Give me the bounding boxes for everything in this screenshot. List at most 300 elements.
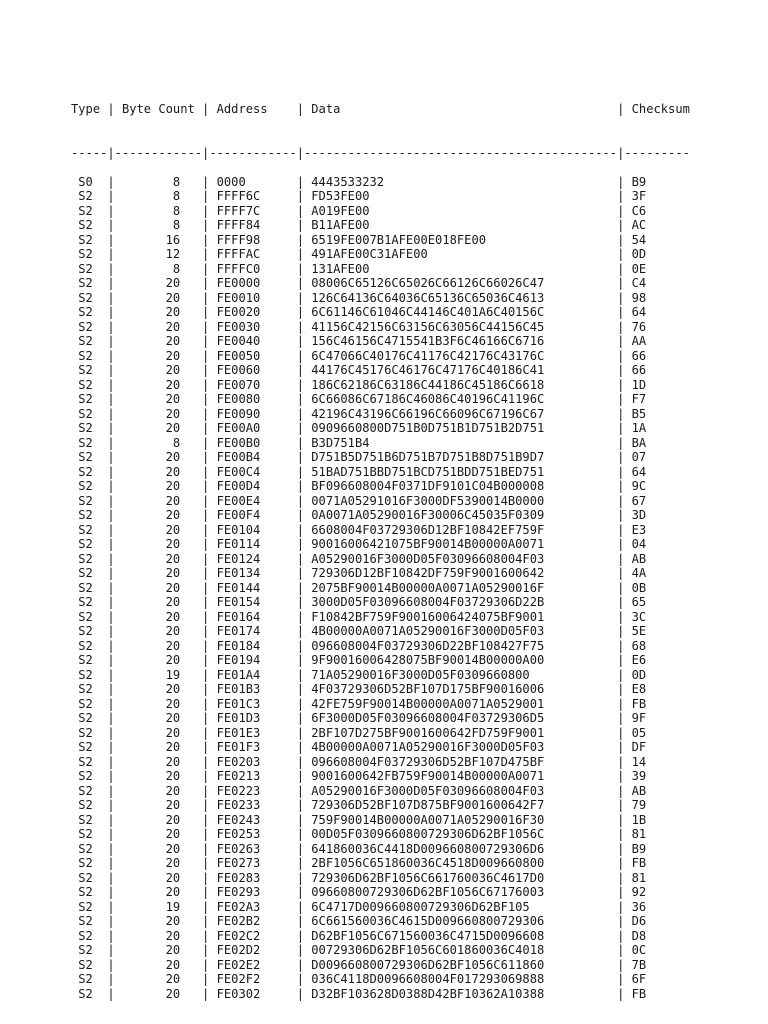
row-checksum: 1D <box>631 377 647 392</box>
column-separator: | <box>289 290 312 305</box>
row-data: D32BF103628D0388D42BF10362A10388 <box>311 986 610 1001</box>
row-checksum: 54 <box>631 232 647 247</box>
row-type: S2 <box>71 638 101 653</box>
column-separator: | <box>100 363 122 377</box>
row-checksum: FB <box>631 696 647 711</box>
row-type: S2 <box>71 392 101 406</box>
row-type: S2 <box>71 609 101 624</box>
column-separator: | <box>100 667 122 682</box>
row-type: S2 <box>71 754 101 769</box>
column-separator: | <box>609 885 632 899</box>
table-row <box>71 450 690 465</box>
row-address: FE0223 <box>216 783 290 798</box>
row-data: 729306D12BF10842DF759F9001600642 <box>311 566 610 580</box>
row-byte-count: 20 <box>121 885 195 899</box>
row-type: S2 <box>71 305 101 319</box>
row-data: 6C47066C40176C41176C42176C43176C <box>311 348 610 363</box>
column-separator: | <box>100 218 122 232</box>
row-byte-count: 20 <box>121 972 195 986</box>
column-separator: | <box>609 392 632 406</box>
column-separator: | <box>194 609 217 624</box>
column-separator: | <box>194 189 217 203</box>
row-checksum: 92 <box>631 885 647 899</box>
column-separator: | <box>609 653 632 667</box>
table-row <box>71 494 690 509</box>
row-checksum: F7 <box>631 392 647 406</box>
column-separator: | <box>289 392 312 406</box>
column-separator: | <box>609 638 632 653</box>
row-byte-count: 20 <box>121 740 195 754</box>
row-data: 9001600642FB759F90014B00000A0071 <box>311 769 610 783</box>
row-byte-count: 20 <box>121 522 195 537</box>
row-byte-count: 20 <box>121 508 195 522</box>
table-row <box>71 320 690 335</box>
row-checksum: 0D <box>631 247 647 261</box>
row-byte-count: 20 <box>121 624 195 638</box>
row-checksum: 64 <box>631 464 647 479</box>
table-row <box>71 479 690 494</box>
column-separator: | <box>194 972 217 986</box>
table-row <box>71 552 690 567</box>
row-address: FE0302 <box>216 986 290 1001</box>
column-separator: | <box>289 247 312 261</box>
row-checksum: B9 <box>631 174 647 189</box>
column-separator: | <box>609 711 632 725</box>
row-data: 42196C43196C66196C66096C67196C67 <box>311 406 610 421</box>
column-separator: | <box>609 464 632 479</box>
row-address: FE00D4 <box>216 479 290 493</box>
column-separator: | <box>100 203 122 218</box>
column-separator: | <box>194 595 217 609</box>
row-address: FE0253 <box>216 827 290 841</box>
row-address: FE0144 <box>216 580 290 595</box>
column-separator: | <box>100 914 122 928</box>
column-separator: | <box>194 102 217 116</box>
column-separator: | <box>609 319 632 334</box>
row-data: F10842BF759F90016006424075BF9001 <box>311 609 610 624</box>
header-checksum: Checksum <box>631 102 690 116</box>
row-data: 2075BF90014B00000A0071A05290016F <box>311 580 610 595</box>
row-address: FE01C3 <box>216 696 290 711</box>
column-separator: | <box>194 638 217 653</box>
row-byte-count: 20 <box>121 957 195 972</box>
row-checksum: 66 <box>631 348 647 363</box>
table-row <box>71 189 690 204</box>
row-checksum: 04 <box>631 537 647 551</box>
table-row <box>71 943 690 958</box>
column-separator: | <box>194 537 217 551</box>
column-separator: | <box>289 798 312 812</box>
column-separator: | <box>100 392 122 406</box>
table-row <box>71 247 690 262</box>
row-byte-count: 8 <box>121 218 195 232</box>
table-row <box>71 566 690 581</box>
column-separator: | <box>289 972 312 986</box>
column-separator: | <box>609 537 632 551</box>
row-checksum: 1A <box>631 421 647 435</box>
row-checksum: C6 <box>631 203 647 218</box>
column-separator: | <box>609 624 632 638</box>
column-separator: | <box>194 725 217 740</box>
column-separator: | <box>609 566 632 580</box>
table-row <box>71 842 690 857</box>
column-separator: | <box>194 870 217 885</box>
column-separator: | <box>100 638 122 653</box>
column-separator: | <box>100 580 122 595</box>
row-address: FE01F3 <box>216 740 290 754</box>
column-separator: | <box>289 595 312 609</box>
column-separator: | <box>289 914 312 928</box>
row-data: 4B00000A0071A05290016F3000D05F03 <box>311 740 610 754</box>
column-separator: | <box>194 928 217 943</box>
row-checksum: DF <box>631 740 647 754</box>
row-data: 729306D52BF107D875BF9001600642F7 <box>311 798 610 812</box>
row-data: 71A05290016F3000D05F0309660800 <box>311 667 610 682</box>
row-address: FE00F4 <box>216 508 290 522</box>
column-separator: | <box>609 986 632 1001</box>
column-separator: | <box>194 783 217 798</box>
row-data: 3000D05F03096608004F03729306D22B <box>311 595 610 609</box>
row-byte-count: 20 <box>121 334 195 348</box>
column-separator: | <box>609 783 632 798</box>
row-address: FFFF7C <box>216 203 290 218</box>
row-data: 4F03729306D52BF107D175BF90016006 <box>311 682 610 696</box>
column-separator: | <box>194 203 217 218</box>
column-separator: | <box>194 740 217 754</box>
column-separator: | <box>609 754 632 769</box>
row-type: S2 <box>71 595 101 609</box>
row-checksum: 14 <box>631 754 647 769</box>
column-separator: | <box>289 899 312 914</box>
column-separator: | <box>609 377 632 392</box>
column-separator: | <box>609 609 632 624</box>
column-separator: | <box>194 479 217 493</box>
column-separator: | <box>609 247 632 261</box>
row-checksum: 98 <box>631 290 647 305</box>
column-separator: | <box>609 798 632 812</box>
row-address: FE01D3 <box>216 711 290 725</box>
column-separator: | <box>194 667 217 682</box>
column-separator: | <box>100 421 122 435</box>
header-byte-count: Byte Count <box>121 102 195 116</box>
row-data: 6C66086C67186C46086C40196C41196C <box>311 392 610 406</box>
column-separator: | <box>289 667 312 682</box>
row-byte-count: 20 <box>121 943 195 957</box>
column-separator: | <box>609 189 632 203</box>
row-data: 0A0071A05290016F30006C45035F0309 <box>311 508 610 522</box>
column-separator: | <box>194 798 217 812</box>
header-type: Type <box>71 102 101 116</box>
table-row <box>71 465 690 480</box>
table-row <box>71 581 690 596</box>
row-data: 90016006421075BF90014B00000A0071 <box>311 537 610 551</box>
column-separator: | <box>194 334 217 348</box>
table-row <box>71 711 690 726</box>
row-address: FFFF84 <box>216 218 290 232</box>
row-address: FE0104 <box>216 522 290 537</box>
row-type: S2 <box>71 421 101 435</box>
row-type: S2 <box>71 334 101 348</box>
table-row <box>71 334 690 349</box>
column-separator: | <box>100 261 122 276</box>
row-checksum: 81 <box>631 827 647 841</box>
column-separator: | <box>609 682 632 696</box>
row-address: 0000 <box>216 174 290 189</box>
table-row <box>71 740 690 755</box>
row-byte-count: 20 <box>121 812 195 827</box>
table-row <box>71 291 690 306</box>
column-separator: | <box>609 870 632 885</box>
table-row <box>71 363 690 378</box>
row-data: 0071A05291016F3000DF5390014B0000 <box>311 493 610 508</box>
column-separator: | <box>609 290 632 305</box>
column-separator: | <box>194 943 217 957</box>
table-row <box>71 392 690 407</box>
table-row <box>71 276 690 291</box>
column-separator: | <box>289 189 312 203</box>
row-address: FE0154 <box>216 595 290 609</box>
column-separator: | <box>194 261 217 276</box>
column-separator: | <box>609 740 632 754</box>
column-separator: | <box>194 406 217 421</box>
row-type: S2 <box>71 957 101 972</box>
row-byte-count: 20 <box>121 653 195 667</box>
column-separator: | <box>100 319 122 334</box>
row-byte-count: 20 <box>121 827 195 841</box>
column-separator: | <box>100 943 122 957</box>
row-checksum: 64 <box>631 305 647 319</box>
row-byte-count: 20 <box>121 377 195 392</box>
column-separator: | <box>194 682 217 696</box>
table-row <box>71 233 690 248</box>
row-checksum: E8 <box>631 682 647 696</box>
row-type: S2 <box>71 986 101 1001</box>
column-separator: | <box>100 464 122 479</box>
column-separator: | <box>609 450 632 464</box>
column-separator: | <box>609 522 632 537</box>
column-separator: | <box>194 392 217 406</box>
row-byte-count: 20 <box>121 392 195 406</box>
row-type: S2 <box>71 189 101 203</box>
row-byte-count: 20 <box>121 363 195 377</box>
row-type: S2 <box>71 972 101 986</box>
column-separator: | <box>194 914 217 928</box>
column-separator: | <box>289 624 312 638</box>
column-separator: | <box>194 450 217 464</box>
column-separator: | <box>194 493 217 508</box>
column-separator: | <box>100 841 122 856</box>
row-byte-count: 19 <box>121 667 195 682</box>
column-separator: | <box>100 609 122 624</box>
column-separator: | <box>194 464 217 479</box>
column-separator: | <box>100 493 122 508</box>
row-data: 096608004F03729306D52BF107D475BF <box>311 754 610 769</box>
row-data: 00729306D62BF1056C601860036C4018 <box>311 943 610 957</box>
row-byte-count: 19 <box>121 899 195 914</box>
row-type: S2 <box>71 653 101 667</box>
row-checksum: 7B <box>631 957 647 972</box>
column-separator: | <box>289 609 312 624</box>
column-separator: | <box>289 232 312 247</box>
row-checksum: 0C <box>631 943 647 957</box>
column-separator: | <box>100 740 122 754</box>
row-byte-count: 20 <box>121 580 195 595</box>
row-checksum: 66 <box>631 363 647 377</box>
table-row <box>71 624 690 639</box>
column-separator: | <box>289 943 312 957</box>
row-byte-count: 20 <box>121 725 195 740</box>
row-address: FE02F2 <box>216 972 290 986</box>
row-byte-count: 20 <box>121 450 195 464</box>
column-separator: | <box>100 435 122 450</box>
header-address: Address <box>216 102 290 116</box>
row-checksum: 1B <box>631 812 647 827</box>
table-row <box>71 639 690 654</box>
table-row <box>71 421 690 436</box>
column-separator: | <box>289 928 312 943</box>
table-row <box>71 697 690 712</box>
column-separator: | <box>609 943 632 957</box>
row-type: S2 <box>71 348 101 363</box>
column-separator: | <box>194 174 217 189</box>
row-checksum: 76 <box>631 319 647 334</box>
column-separator: | <box>100 711 122 725</box>
row-data: A05290016F3000D05F03096608004F03 <box>311 783 610 798</box>
column-separator: | <box>609 856 632 870</box>
column-separator: | <box>100 348 122 363</box>
column-separator: | <box>194 754 217 769</box>
row-data: 08006C65126C65026C66126C66026C47 <box>311 276 610 290</box>
table-row <box>71 972 690 987</box>
row-type: S2 <box>71 435 101 450</box>
column-separator: | <box>289 305 312 319</box>
row-data: 6608004F03729306D12BF10842EF759F <box>311 522 610 537</box>
column-separator: | <box>609 769 632 783</box>
row-byte-count: 8 <box>121 174 195 189</box>
column-separator: | <box>100 812 122 827</box>
row-address: FE0050 <box>216 348 290 363</box>
row-data: 09660800729306D62BF1056C67176003 <box>311 885 610 899</box>
row-address: FE01E3 <box>216 725 290 740</box>
row-data: 42FE759F90014B00000A0071A0529001 <box>311 696 610 711</box>
row-address: FFFF98 <box>216 232 290 247</box>
row-byte-count: 20 <box>121 638 195 653</box>
row-byte-count: 20 <box>121 754 195 769</box>
row-data: 9F90016006428075BF90014B00000A00 <box>311 653 610 667</box>
row-checksum: 81 <box>631 870 647 885</box>
column-separator: | <box>194 435 217 450</box>
table-row <box>71 508 690 523</box>
row-byte-count: 8 <box>121 435 195 450</box>
column-separator: | <box>609 479 632 493</box>
column-separator: | <box>609 972 632 986</box>
row-checksum: 0D <box>631 667 647 682</box>
row-checksum: AB <box>631 551 647 566</box>
table-row <box>71 871 690 886</box>
table-row <box>71 436 690 451</box>
column-separator: | <box>100 232 122 247</box>
row-byte-count: 20 <box>121 537 195 551</box>
column-separator: | <box>100 551 122 566</box>
row-checksum: 67 <box>631 493 647 508</box>
column-separator: | <box>289 856 312 870</box>
row-type: S2 <box>71 580 101 595</box>
row-address: FE02E2 <box>216 957 290 972</box>
row-checksum: C4 <box>631 276 647 290</box>
row-byte-count: 20 <box>121 928 195 943</box>
row-address: FFFFC0 <box>216 261 290 276</box>
row-data: 491AFE00C31AFE00 <box>311 247 610 261</box>
table-row <box>71 885 690 900</box>
row-byte-count: 20 <box>121 769 195 783</box>
column-separator: | <box>100 450 122 464</box>
row-data: A05290016F3000D05F03096608004F03 <box>311 551 610 566</box>
table-row <box>71 262 690 277</box>
column-separator: | <box>289 769 312 783</box>
row-checksum: E3 <box>631 522 647 537</box>
row-data: 036C4118D0096608004F017293069888 <box>311 972 610 986</box>
row-byte-count: 20 <box>121 348 195 363</box>
column-separator: | <box>100 624 122 638</box>
row-address: FE0114 <box>216 537 290 551</box>
column-separator: | <box>100 479 122 493</box>
row-byte-count: 20 <box>121 319 195 334</box>
row-checksum: 68 <box>631 638 647 653</box>
table-header <box>71 102 690 117</box>
table-row <box>71 755 690 770</box>
column-separator: | <box>100 174 122 189</box>
row-data: 6519FE007B1AFE00E018FE00 <box>311 232 610 247</box>
column-separator: | <box>100 798 122 812</box>
column-separator: | <box>194 377 217 392</box>
row-checksum: 9F <box>631 711 647 725</box>
row-type: S2 <box>71 711 101 725</box>
column-separator: | <box>289 870 312 885</box>
row-type: S2 <box>71 914 101 928</box>
column-separator: | <box>289 334 312 348</box>
column-separator: | <box>609 435 632 450</box>
column-separator: | <box>609 276 632 290</box>
row-checksum: 36 <box>631 899 647 914</box>
row-type: S2 <box>71 551 101 566</box>
row-byte-count: 8 <box>121 261 195 276</box>
row-address: FE0060 <box>216 363 290 377</box>
row-checksum: 5E <box>631 624 647 638</box>
row-type: S2 <box>71 928 101 943</box>
row-checksum: AA <box>631 334 647 348</box>
row-type: S2 <box>71 290 101 305</box>
row-type: S0 <box>71 174 101 189</box>
column-separator: | <box>100 247 122 261</box>
row-address: FE0293 <box>216 885 290 899</box>
column-separator: | <box>100 653 122 667</box>
column-separator: | <box>609 232 632 247</box>
row-checksum: B9 <box>631 841 647 856</box>
row-address: FE00C4 <box>216 464 290 479</box>
column-separator: | <box>289 218 312 232</box>
row-address: FE02D2 <box>216 943 290 957</box>
row-byte-count: 20 <box>121 290 195 305</box>
column-separator: | <box>609 493 632 508</box>
table-row <box>71 523 690 538</box>
row-type: S2 <box>71 377 101 392</box>
table-row <box>71 958 690 973</box>
row-address: FE0010 <box>216 290 290 305</box>
row-type: S2 <box>71 276 101 290</box>
row-data: 44176C45176C46176C47176C40186C41 <box>311 363 610 377</box>
row-type: S2 <box>71 624 101 638</box>
row-type: S2 <box>71 841 101 856</box>
